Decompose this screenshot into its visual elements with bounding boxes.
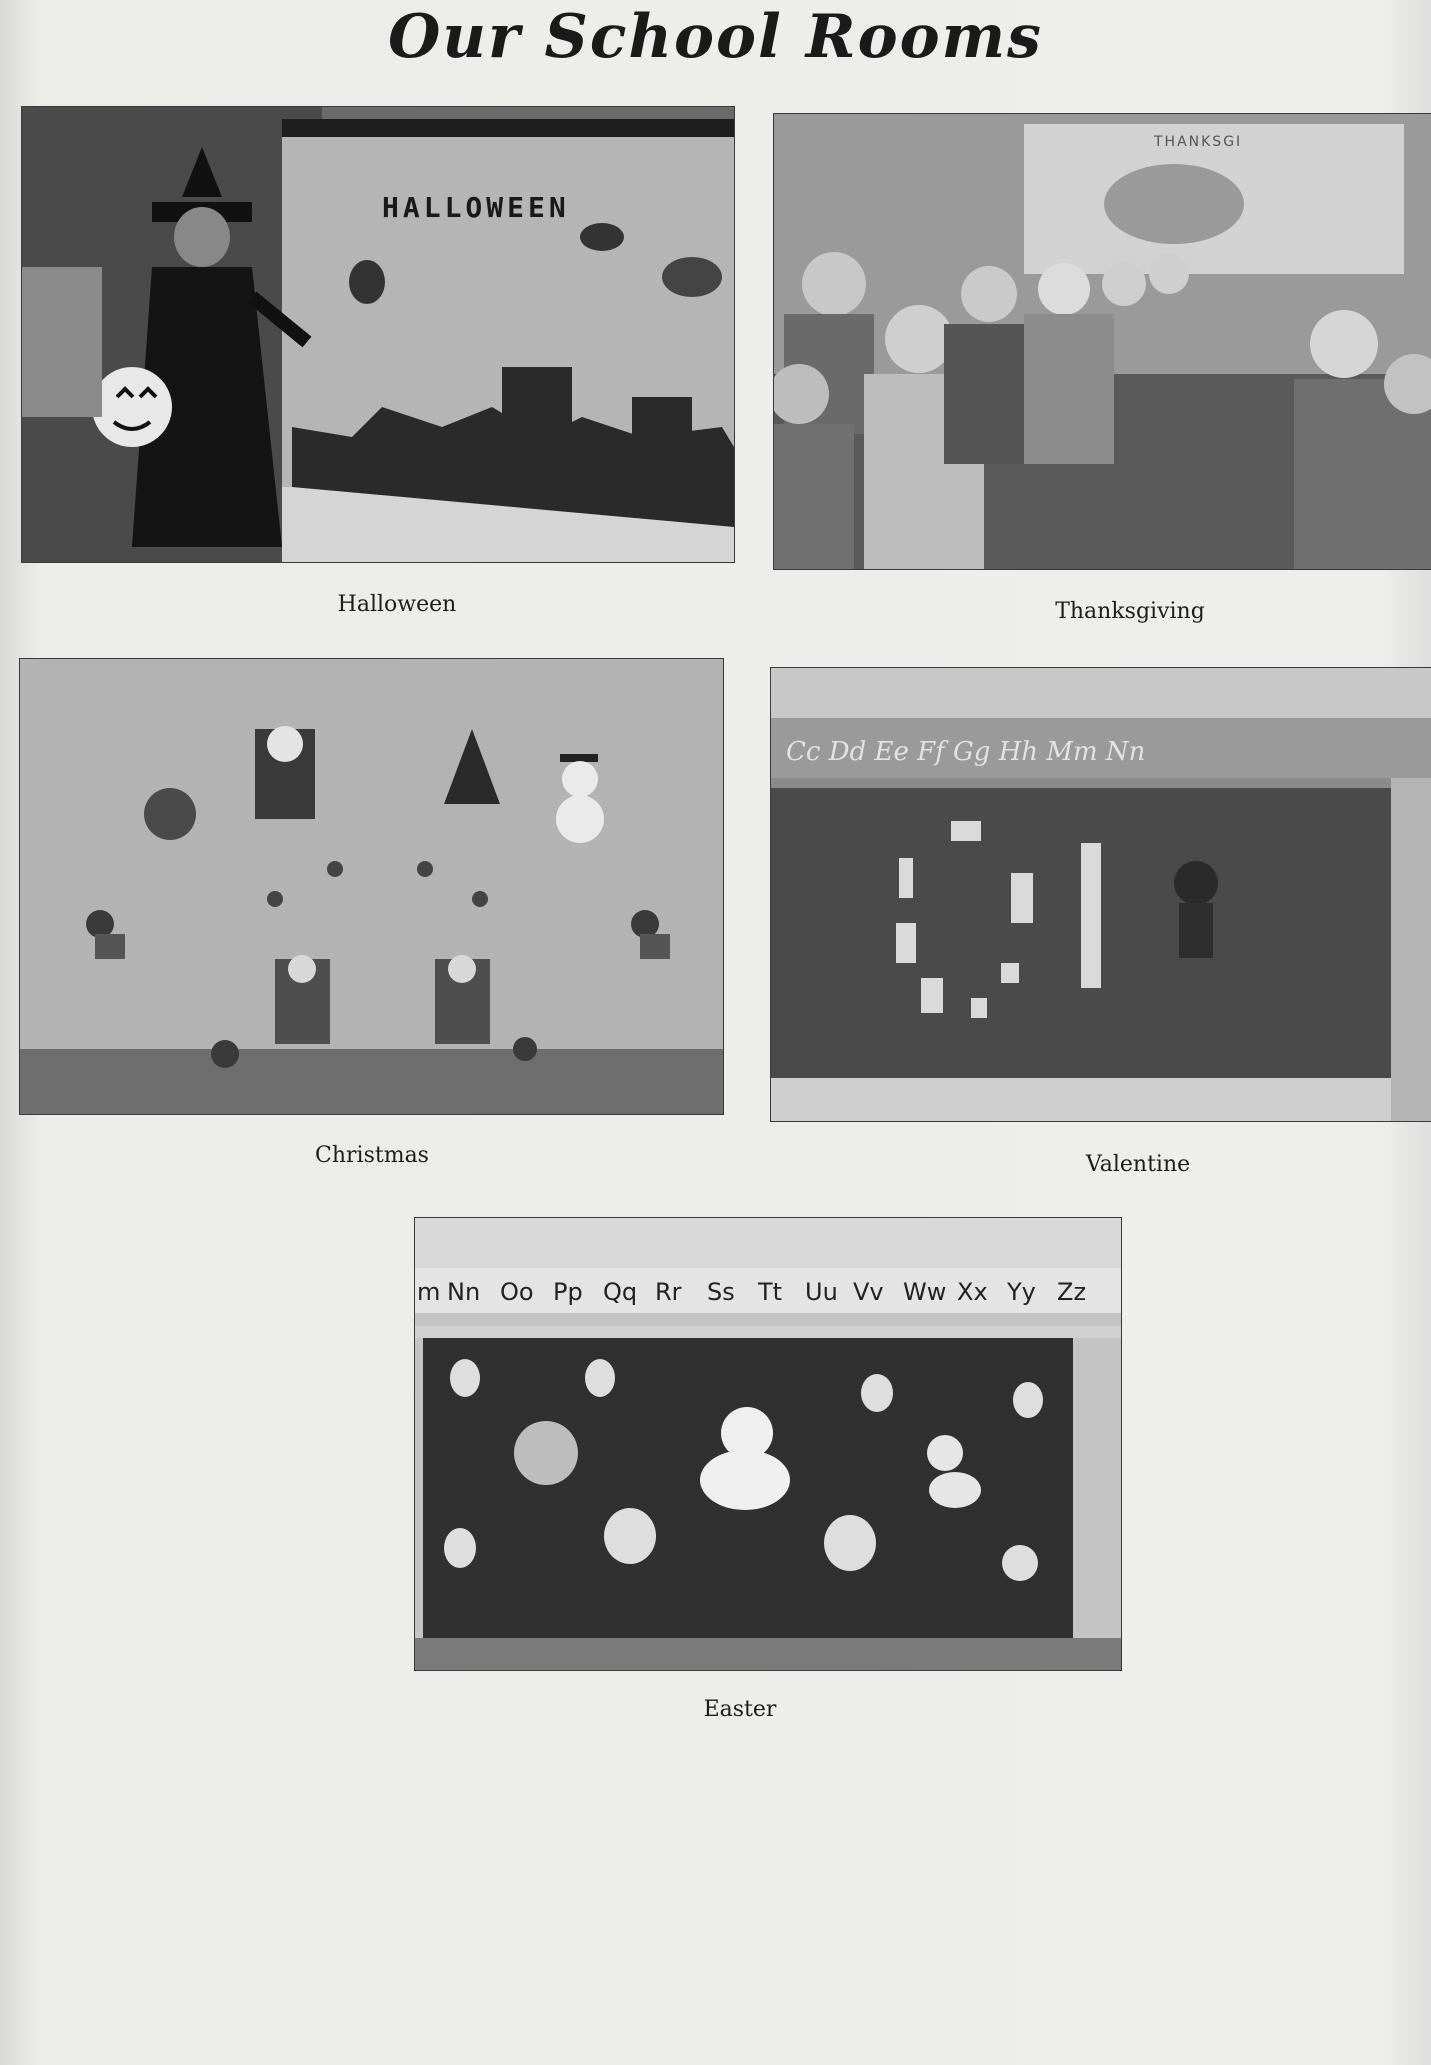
svg-text:Pp: Pp — [553, 1278, 583, 1306]
svg-text:Yy: Yy — [1007, 1278, 1036, 1306]
svg-text:Xx: Xx — [957, 1278, 988, 1306]
svg-text:Vv: Vv — [853, 1278, 884, 1306]
svg-text:Oo: Oo — [500, 1278, 534, 1306]
photo-valentine — [771, 668, 1431, 1121]
caption-easter: Easter — [703, 1697, 777, 1722]
photo-christmas — [20, 659, 723, 1114]
halloween-board-text: HALLOWEEN — [382, 191, 570, 224]
caption-valentine: Valentine — [1085, 1152, 1191, 1177]
thanksgiving-board-text: THANKSGI — [1154, 134, 1243, 150]
svg-text:Zz: Zz — [1057, 1278, 1087, 1306]
svg-text:Tt: Tt — [758, 1278, 783, 1306]
photo-halloween — [22, 107, 734, 562]
valentine-board-text: Cc Dd Ee Ff Gg Hh Mm Nn — [786, 737, 1146, 767]
svg-text:Qq: Qq — [603, 1278, 638, 1306]
svg-text:Uu: Uu — [805, 1278, 838, 1306]
photo-easter — [415, 1218, 1121, 1670]
caption-thanksgiving: Thanksgiving — [1055, 599, 1205, 624]
photo-thanksgiving — [774, 114, 1431, 569]
svg-text:Nn: Nn — [447, 1278, 481, 1306]
svg-text:m: m — [417, 1278, 441, 1306]
svg-text:Ss: Ss — [707, 1278, 735, 1306]
svg-text:Rr: Rr — [655, 1278, 682, 1306]
svg-text:Ww: Ww — [903, 1278, 947, 1306]
caption-christmas: Christmas — [315, 1143, 429, 1168]
page-title: Our School Rooms — [388, 2, 1043, 72]
caption-halloween: Halloween — [337, 592, 457, 617]
